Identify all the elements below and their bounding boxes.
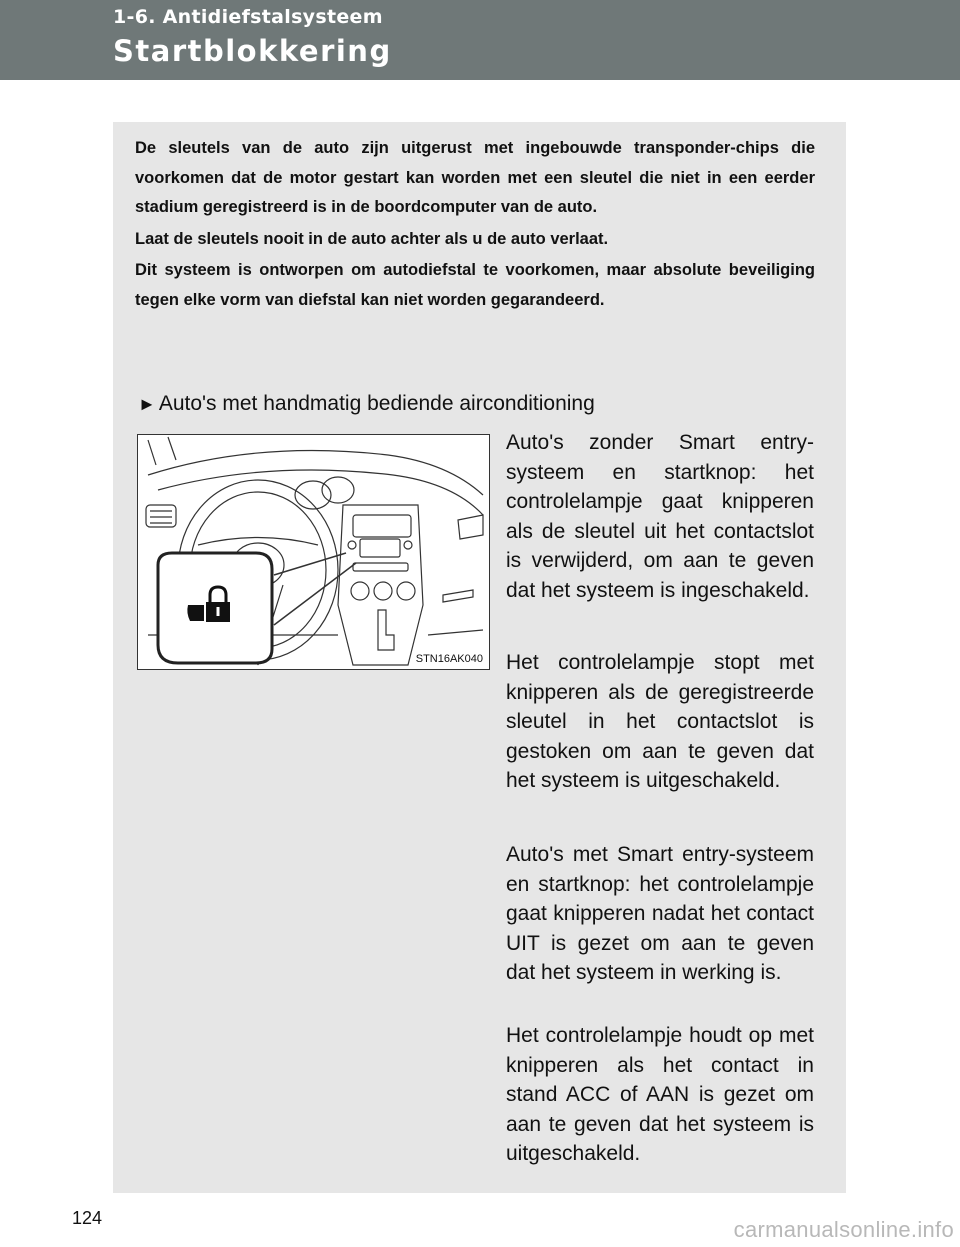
figure-code: STN16AK040 (415, 653, 483, 665)
intro-paragraph: Dit systeem is ontworpen om autodiefstal te voorkomen, maar absolute beveiliging tegen elke vorm van diefstal kan niet worden gegarandeerd. (135, 261, 815, 309)
subheading-text: Auto's met handmatig bediende airconditioning (158, 392, 595, 415)
intro-paragraph: De sleutels van de auto zijn uitgerust met ingebouwde transponder-chips die voorkomen dat de motor gestart kan worden met een sleutel die niet in een eerder stadium geregistreerd is in de boordcomputer van de auto. (135, 139, 815, 216)
subheading (138, 390, 595, 418)
body-paragraph: Het controlelampje houdt op met knipperen als het contact in stand ACC of AAN is gezet om aan te geven dat het systeem is uitgeschakeld. (506, 1024, 814, 1165)
watermark: carmanualsonline.info (733, 1217, 954, 1242)
body-paragraph: Auto's zonder Smart entry-systeem en startknop: het controlelampje gaat knipperen als de sleutel uit het contactslot is verwijderd, om aan te geven dat het systeem is ingeschakeld. (506, 431, 814, 602)
page-header (0, 0, 960, 80)
section-label: 1-6. Antidiefstalsysteem (113, 6, 383, 28)
body-paragraph: Auto's met Smart entry-systeem en startknop: het controlelampje gaat knipperen nadat het contact UIT is gezet om aan te geven dat het systeem in werking is. (506, 843, 814, 984)
intro-paragraph: Laat de sleutels nooit in de auto achter als u de auto verlaat. (135, 229, 609, 248)
body-paragraph: Het controlelampje stopt met knipperen als de geregistreerde sleutel in het contactslot is gestoken om aan te geven dat het systeem is uitgeschakeld. (506, 651, 814, 792)
intro-text (135, 134, 815, 315)
page-number: 124 (72, 1208, 103, 1228)
page-title: Startblokkering (113, 34, 392, 68)
triangle-bullet-icon: ► (138, 394, 156, 414)
dashboard-illustration (137, 434, 490, 670)
dashboard-drawing (138, 435, 489, 669)
